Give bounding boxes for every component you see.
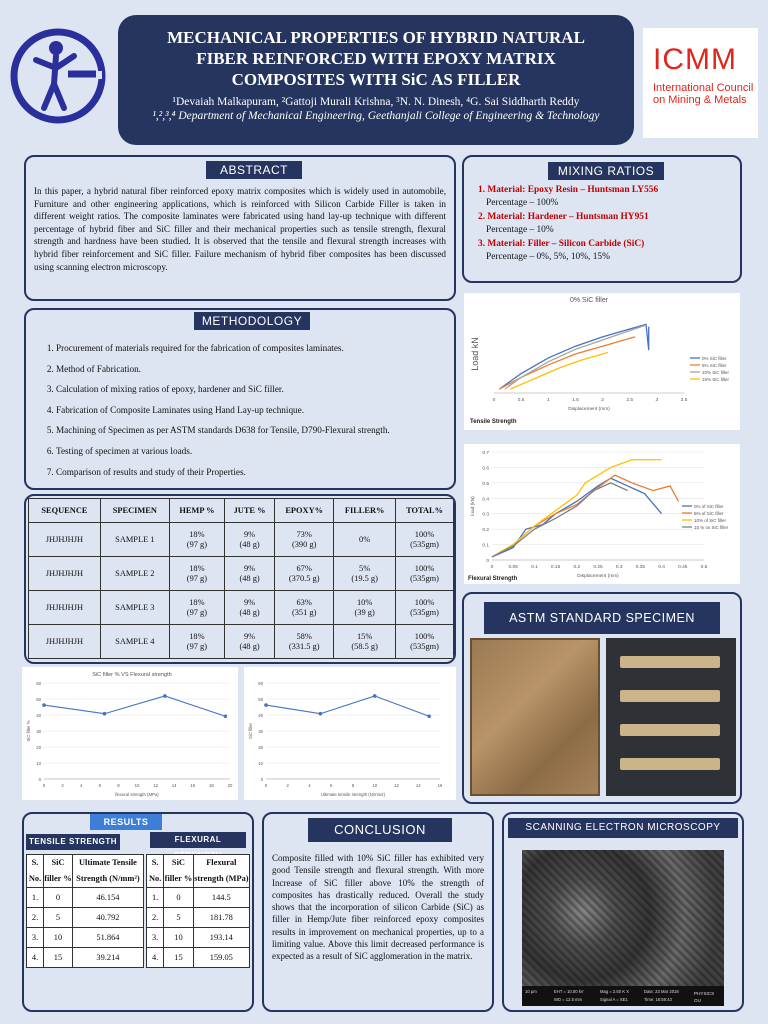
y-tick-label: 0.1	[482, 543, 489, 549]
result-cell: 39.214	[72, 948, 143, 968]
icmm-tagline-2: on Mining & Metals	[653, 94, 747, 106]
result-col-header: SiC filler %	[44, 855, 73, 888]
seq-cell: SAMPLE 1	[100, 523, 169, 557]
poster-title: MECHANICAL PROPERTIES OF HYBRID NATURAL FIBER REINFORCED WITH EPOXY MATRIX COMPOSITES WITH SiC AS FILLER	[167, 28, 585, 89]
method-step: 5. Machining of Specimen as per ASTM standards D638 for Tensile, D790-Flexural strength.	[56, 424, 446, 436]
result-cell: 40.792	[72, 908, 143, 928]
y-tick-label: 20	[36, 745, 41, 750]
data-point	[319, 712, 323, 716]
seq-col-header: TOTAL%	[396, 499, 454, 523]
x-tick-label: 6	[98, 783, 101, 788]
result-cell: 1.	[147, 888, 164, 908]
sem-panel	[502, 812, 744, 1012]
conclusion-heading: CONCLUSION	[308, 818, 452, 842]
y-tick-label: 0	[260, 777, 263, 782]
x-axis-label: Displacement (mm)	[577, 574, 619, 579]
x-tick-label: 0.25	[593, 565, 603, 570]
result-cell: 4.	[27, 948, 44, 968]
method-step: 1. Procurement of materials required for the fabrication of composites laminates.	[56, 342, 446, 354]
seq-col-header: EPOXY%	[275, 499, 334, 523]
astm-heading: ASTM STANDARD SPECIMEN	[484, 602, 720, 634]
sem-meta: Date: 23 Mar 2018	[644, 989, 679, 994]
sem-info-bar	[522, 986, 724, 1006]
table-row	[29, 523, 454, 557]
seq-cell: 18% (97 g)	[169, 557, 224, 591]
series-line	[492, 478, 662, 557]
y-tick-label: 0.2	[482, 528, 489, 534]
methodology-list	[36, 342, 446, 486]
conclusion-text: Composite filled with 10% SiC filler has exhibited very good Tensile strength and flexural strength. With more Increase of SiC filler above 10% the strength of composites has drastically reduced. Overall the study shows that the incorporation of silicon Carbide (SiC) as filler in Hemp/Jute fiber reinforced epoxy composites results in improvement on mechanical properties, up to a limiting value. Above this limit decreased performance is expected as a result of SiC agglomeration in the matrix.	[272, 853, 484, 962]
result-col-header: SiC filler %	[164, 855, 193, 888]
seq-cell: JHJHJHJH	[29, 591, 101, 625]
sem-meta: Time: 16:58:43	[644, 997, 672, 1002]
table-row	[147, 948, 250, 968]
y-tick-label: 60	[258, 681, 263, 686]
result-cell: 5	[164, 908, 193, 928]
sem-meta: WD = 12.5 mm	[554, 997, 583, 1002]
sem-brand: PHYSICS OU	[694, 991, 715, 1003]
chart-title: SiC filler % VS Flexural strength	[92, 672, 172, 678]
y-axis-label: Load kN	[470, 337, 480, 371]
y-tick-label: 0.3	[482, 512, 489, 518]
sem-meta: Mag = 2.50 K X	[600, 989, 629, 994]
dogbone-specimen	[620, 758, 720, 770]
legend-entry: 10% SiC filler	[702, 370, 730, 375]
y-tick-label: 30	[36, 729, 41, 734]
legend-entry: 5% SiC filler	[702, 363, 727, 368]
x-tick-label: 0.4	[658, 565, 665, 570]
chart-title: 0% SiC filler	[569, 297, 609, 304]
y-tick-label: 0	[486, 559, 489, 564]
sem-image	[522, 850, 724, 1006]
x-axis-label: Displacement (mm)	[568, 407, 610, 412]
sem-meta: EHT = 10.00 kV	[554, 989, 584, 994]
series-line	[499, 324, 648, 389]
legend-entry: 10% of SiC filler	[694, 518, 727, 523]
seq-cell: 0%	[334, 523, 396, 557]
result-col-header: Flexural strength (MPa)	[193, 855, 249, 888]
y-tick-label: 20	[258, 745, 263, 750]
result-cell: 46.154	[72, 888, 143, 908]
x-tick-label: 2	[601, 398, 604, 403]
x-tick-label: 0.15	[550, 565, 561, 570]
sem-heading: SCANNING ELECTRON MICROSCOPY	[508, 818, 738, 838]
table-row	[147, 888, 250, 908]
result-cell: 5	[44, 908, 73, 928]
result-cell: 4.	[147, 948, 164, 968]
tensile-results-table	[26, 854, 144, 968]
geethanjali-logo	[8, 26, 108, 126]
mix-item-2-pct: Percentage – 10%	[486, 224, 554, 235]
icmm-logo-text: ICMM	[653, 43, 737, 76]
x-tick-label: 0.45	[678, 565, 688, 570]
method-step: 3. Calculation of mixing ratios of epoxy, hardener and SiC filler.	[56, 383, 446, 395]
chart-caption: Flexural Strength	[468, 576, 518, 582]
result-cell: 2.	[147, 908, 164, 928]
methodology-heading: METHODOLOGY	[194, 312, 310, 330]
seq-cell: 73% (390 g)	[275, 523, 334, 557]
y-tick-label: 50	[36, 697, 41, 702]
x-tick-label: 3	[655, 398, 659, 403]
seq-cell: 18% (97 g)	[169, 591, 224, 625]
abstract-heading: ABSTRACT	[206, 161, 302, 179]
x-tick-label: 3.5	[680, 398, 688, 403]
results-heading: RESULTS	[90, 814, 162, 830]
tensile-chart-panel	[464, 293, 740, 430]
result-cell: 15	[164, 948, 193, 968]
result-cell: 3.	[27, 928, 44, 948]
result-cell: 144.5	[193, 888, 249, 908]
flexural-strength-tab: FLEXURAL	[150, 832, 246, 848]
x-tick-label: 0.35	[635, 565, 646, 570]
icmm-logo	[643, 28, 758, 138]
seq-cell: 67% (370.5 g)	[275, 557, 334, 591]
seq-cell: 100% (535gm)	[396, 625, 454, 659]
mix-item-1-pct: Percentage – 100%	[486, 197, 559, 208]
sem-meta: Signal A = SE1	[600, 997, 628, 1002]
y-axis-label: load (kN)	[471, 496, 476, 516]
result-cell: 2.	[27, 908, 44, 928]
x-tick-label: 20	[227, 783, 233, 788]
seq-col-header: SEQUENCE	[29, 499, 101, 523]
data-point	[163, 694, 167, 698]
result-cell: 193.14	[193, 928, 249, 948]
method-step: 6. Testing of specimen at various loads.	[56, 445, 446, 457]
seq-col-header: SPECIMEN	[100, 499, 169, 523]
y-axis-label: SiC filler	[248, 723, 253, 739]
y-tick-label: 40	[258, 713, 263, 718]
table-row	[27, 928, 144, 948]
result-col-header: Ultimate Tensile Strength (N/mm²)	[72, 855, 143, 888]
x-tick-label: 0.2	[573, 565, 581, 570]
x-tick-label: 0	[492, 398, 496, 403]
legend-entry: 0% of SiC filler	[694, 504, 724, 509]
seq-col-header: FILLER%	[334, 499, 396, 523]
seq-cell: SAMPLE 4	[100, 625, 169, 659]
sic-vs-flexural-chart-panel	[22, 667, 238, 800]
result-cell: 10	[164, 928, 193, 948]
result-cell: 3.	[147, 928, 164, 948]
result-cell: 0	[44, 888, 73, 908]
seq-cell: 10% (39 g)	[334, 591, 396, 625]
dogbone-specimen	[620, 656, 720, 668]
x-tick-label: 0.5	[517, 398, 525, 403]
x-tick-label: 12	[153, 783, 158, 788]
x-tick-label: 8	[351, 783, 355, 788]
table-row	[29, 557, 454, 591]
data-point	[427, 714, 431, 718]
sic-vs-tensile-chart-panel	[244, 667, 456, 800]
x-tick-label: 10	[372, 783, 378, 788]
seq-cell: 9% (48 g)	[224, 625, 274, 659]
x-tick-label: 0.1	[531, 565, 538, 570]
result-col-header: S. No.	[27, 855, 44, 888]
result-cell: 1.	[27, 888, 44, 908]
x-tick-label: 16	[437, 783, 443, 788]
x-tick-label: 1.5	[572, 398, 579, 403]
tensile-strength-tab: TENSILE STRENGTH	[26, 834, 120, 850]
mix-item-3-label: 3. Material: Filler – Silicon Carbide (SiC)	[478, 239, 645, 249]
y-tick-label: 50	[258, 697, 263, 702]
sem-scale: 10 μm	[525, 989, 537, 994]
x-tick-label: 14	[415, 783, 421, 788]
y-axis-label: SiC filler %	[26, 720, 31, 742]
mixing-ratios-heading: MIXING RATIOS	[548, 162, 664, 180]
flexural-results-table	[146, 854, 250, 968]
seq-cell: 18% (97 g)	[169, 523, 224, 557]
series-line	[505, 325, 646, 389]
seq-cell: 100% (535gm)	[396, 557, 454, 591]
sic-vs-flexural-chart	[22, 667, 238, 800]
y-tick-label: 0.6	[482, 466, 489, 472]
specimen-photo-laminate	[470, 638, 600, 796]
dogbone-specimen	[620, 724, 720, 736]
x-axis-label: Ultimate tensile strength (N/mm2)	[321, 792, 385, 797]
seq-cell: 15% (58.5 g)	[334, 625, 396, 659]
y-tick-label: 40	[36, 713, 41, 718]
x-tick-label: 14	[171, 783, 177, 788]
result-col-header: S. No.	[147, 855, 164, 888]
series-line	[499, 337, 635, 389]
method-step: 4. Fabrication of Composite Laminates using Hand Lay-up technique.	[56, 404, 446, 416]
table-row	[27, 908, 144, 928]
y-tick-label: 30	[258, 729, 263, 734]
x-tick-label: 8	[117, 783, 120, 788]
seq-cell: SAMPLE 2	[100, 557, 169, 591]
x-tick-label: 0.05	[508, 565, 518, 570]
specimen-photo-dogbones	[606, 638, 736, 796]
table-row	[147, 928, 250, 948]
x-tick-label: 4	[308, 783, 311, 788]
y-tick-label: 0.7	[482, 451, 489, 456]
y-tick-label: 10	[36, 761, 41, 766]
x-tick-label: 2.5	[626, 398, 634, 403]
result-cell: 0	[164, 888, 193, 908]
result-cell: 10	[44, 928, 73, 948]
seq-cell: 9% (48 g)	[224, 591, 274, 625]
title-banner	[118, 15, 634, 145]
x-tick-label: 0	[264, 783, 268, 788]
x-tick-label: 12	[394, 783, 399, 788]
table-row	[27, 948, 144, 968]
seq-cell: 58% (331.5 g)	[275, 625, 334, 659]
seq-cell: 63% (351 g)	[275, 591, 334, 625]
result-cell: 15	[44, 948, 73, 968]
seq-col-header: HEMP %	[169, 499, 224, 523]
y-tick-label: 0.5	[482, 481, 489, 487]
conclusion-panel	[262, 812, 494, 1012]
sequence-table	[28, 498, 454, 659]
seq-cell: 18% (97 g)	[169, 625, 224, 659]
data-point	[224, 714, 228, 718]
y-tick-label: 60	[36, 681, 41, 686]
result-cell: 159.05	[193, 948, 249, 968]
mix-item-2-label: 2. Material: Hardener – Huntsman HY951	[478, 212, 649, 222]
seq-cell: 9% (48 g)	[224, 523, 274, 557]
result-cell: 51.864	[72, 928, 143, 948]
x-axis-label: flexural strength (MPa)	[115, 792, 159, 797]
y-tick-label: 10	[258, 761, 263, 766]
seq-cell: SAMPLE 3	[100, 591, 169, 625]
table-row	[27, 888, 144, 908]
seq-cell: JHJHJHJH	[29, 625, 101, 659]
icmm-tagline-1: International Council	[653, 82, 754, 94]
sequence-table-panel	[24, 494, 456, 664]
seq-cell: 5% (19.5 g)	[334, 557, 396, 591]
x-tick-label: 6	[330, 783, 333, 788]
seq-cell: JHJHJHJH	[29, 523, 101, 557]
seq-cell: 9% (48 g)	[224, 557, 274, 591]
data-point	[264, 703, 268, 707]
table-row	[147, 908, 250, 928]
table-row	[29, 591, 454, 625]
flexural-chart-panel	[464, 444, 740, 584]
x-tick-label: 16	[190, 783, 196, 788]
abstract-text: In this paper, a hybrid natural fiber reinforced epoxy matrix composites which is widely used in automobile, Furniture and other engineering applications, which is reinforced with Silicon Carbide Filler is taken in different weight ratios. The composite laminates were fabricated using hand lay-up technique with different percentage of hybrid fiber and SiC filler and their mechanical properties such as tensile strength, flexural strength and hardness have been studied. It is observed that the tensile and flexural strength increases with hybrid fiber reinforcement and SiC filler. Failure mechanism of hybrid fiber composites has been discussed using scanning electron microscopy.	[34, 186, 446, 272]
x-tick-label: 2	[286, 783, 289, 788]
seq-cell: 100% (535gm)	[396, 591, 454, 625]
methodology-panel	[24, 308, 456, 490]
seq-cell: 100% (535gm)	[396, 523, 454, 557]
x-tick-label: 0.5	[700, 565, 708, 570]
data-point	[103, 712, 107, 716]
method-step: 2. Method of Fabrication.	[56, 363, 446, 375]
x-tick-label: 0.3	[615, 565, 623, 570]
result-cell: 181.78	[193, 908, 249, 928]
mix-item-3-pct: Percentage – 0%, 5%, 10%, 15%	[486, 251, 610, 262]
dogbone-specimen	[620, 690, 720, 702]
y-tick-label: 0.4	[482, 497, 489, 503]
x-tick-label: 10	[134, 783, 140, 788]
y-tick-label: 0	[38, 777, 41, 782]
method-step: 7. Comparison of results and study of their Properties.	[56, 466, 446, 478]
data-point	[373, 694, 377, 698]
x-tick-label: 18	[209, 783, 214, 788]
data-point	[42, 703, 46, 707]
chart-caption: Tensile Strength	[470, 419, 517, 425]
seq-cell: JHJHJHJH	[29, 557, 101, 591]
legend-entry: 5% of SiC filler	[694, 511, 724, 516]
legend-entry: 15% SiC filler	[702, 377, 730, 382]
legend-entry: 0% SiC filler	[702, 356, 727, 361]
tensile-chart	[464, 293, 740, 430]
x-tick-label: 4	[80, 783, 83, 788]
mix-item-1-label: 1. Material: Epoxy Resin – Huntsman LY556	[478, 185, 659, 195]
x-tick-label: 2	[61, 783, 64, 788]
authors: ¹Devaiah Malkapuram, ²Gattoji Murali Krishna, ³N. N. Dinesh, ⁴G. Sai Siddharth Reddy	[172, 96, 580, 108]
x-tick-label: 1	[546, 398, 550, 403]
department: ¹,²,³,⁴ Department of Mechanical Engineering, Geethanjali College of Engineering & Technology	[152, 110, 600, 122]
x-tick-label: 0	[42, 783, 46, 788]
sic-vs-tensile-chart	[244, 667, 456, 800]
table-row	[29, 625, 454, 659]
legend-entry: 15 % os SiC filler	[694, 525, 729, 530]
seq-col-header: JUTE %	[224, 499, 274, 523]
flexural-chart	[464, 444, 740, 584]
x-tick-label: 0	[490, 565, 494, 570]
